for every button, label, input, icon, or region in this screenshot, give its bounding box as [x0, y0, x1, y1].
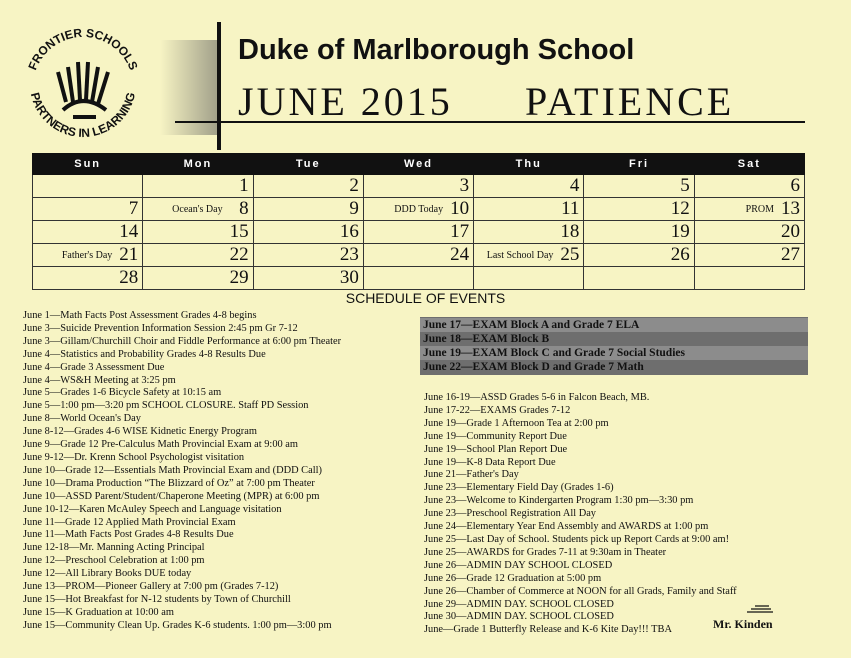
calendar-day	[363, 267, 473, 290]
calendar-day	[584, 244, 694, 267]
day-number: 30	[339, 267, 359, 288]
school-logo	[18, 22, 148, 152]
calendar-day	[143, 267, 253, 290]
calendar-day	[363, 221, 473, 244]
calendar-day	[474, 267, 584, 290]
event-item: June 29—ADMIN DAY. SCHOOL CLOSED	[424, 598, 614, 610]
day-number: 14	[119, 221, 139, 242]
month-theme: PATIENCE	[525, 79, 735, 124]
day-number: 13	[781, 198, 800, 219]
calendar-day	[584, 267, 694, 290]
calendar-day	[694, 175, 804, 198]
calendar-day	[363, 198, 473, 221]
logo-ring-bottom: PARTNERS IN LEARNING	[27, 90, 139, 141]
event-item: June 5—Grades 1-6 Bicycle Safety at 10:15 am	[23, 387, 222, 399]
event-item: June 4—WS&H Meeting at 3:25 pm	[23, 374, 176, 386]
event-item: June 9-12—Dr. Krenn School Psychologist visitation	[23, 451, 245, 463]
calendar-day	[694, 244, 804, 267]
calendar-week	[33, 244, 805, 267]
calendar-week	[33, 267, 805, 290]
day-event-label: Last School Day	[486, 250, 554, 261]
header-divider	[217, 22, 221, 150]
event-item: June—Grade 1 Butterfly Release and K-6 Kite Day!!! TBA	[424, 624, 672, 636]
calendar-day	[584, 221, 694, 244]
day-event-label: Ocean's Day	[172, 204, 223, 215]
calendar-day	[584, 175, 694, 198]
day-number: 22	[229, 244, 249, 265]
school-name: Duke of Marlborough School	[238, 34, 635, 66]
calendar-day	[363, 244, 473, 267]
calendar-day	[474, 198, 584, 221]
day-number: 3	[459, 175, 470, 196]
calendar-day	[694, 267, 804, 290]
calendar-day	[33, 244, 143, 267]
calendar-day	[33, 198, 143, 221]
day-number: 2	[349, 175, 359, 196]
calendar-day	[474, 221, 584, 244]
event-item: June 10—Grade 12—Essentials Math Provincial Exam and (DDD Call)	[23, 464, 322, 476]
day-event-label: PROM	[745, 204, 774, 215]
calendar-day	[694, 221, 804, 244]
calendar-day	[143, 175, 253, 198]
calendar-day	[584, 198, 694, 221]
logo-ring-top: FRONTIER SCHOOLS	[25, 25, 141, 73]
schedule-title: SCHEDULE OF EVENTS	[345, 290, 506, 306]
day-number: 1	[239, 175, 249, 196]
day-number: 27	[781, 244, 800, 265]
calendar-day	[474, 175, 584, 198]
day-event-label: Father's Day	[61, 250, 113, 261]
exam-item: June 18—EXAM Block B	[423, 333, 550, 345]
event-item: June 12—Preschool Celebration at 1:00 pm	[23, 555, 205, 567]
events-list-right	[424, 392, 844, 637]
day-header: Thu	[474, 154, 584, 175]
event-item: June 15—Community Clean Up. Grades K-6 students. 1:00 pm—3:00 pm	[23, 619, 332, 631]
event-item: June 26—Grade 12 Graduation at 5:00 pm	[424, 572, 602, 584]
svg-text:FRONTIER SCHOOLS	[25, 26, 140, 72]
event-item: June 19—Grade 1 Afternoon Tea at 2:00 pm	[424, 417, 609, 429]
event-item: June 3—Gillam/Churchill Choir and Fiddle Performance at 6:00 pm Theater	[23, 335, 342, 347]
event-item: June 26—Chamber of Commerce at NOON for all Grads, Family and Staff	[424, 585, 737, 597]
day-number: 12	[670, 198, 690, 219]
day-header: Sat	[694, 154, 804, 175]
day-number: 29	[229, 267, 249, 288]
exam-box	[420, 317, 808, 375]
event-item: June 25—AWARDS for Grades 7-11 at 9:30am in Theater	[424, 546, 667, 558]
event-item: June 15—K Graduation at 10:00 am	[23, 606, 174, 618]
event-item: June 8-12—Grades 4-6 WISE Kidnetic Energy Program	[23, 426, 257, 438]
day-number: 17	[450, 221, 470, 242]
event-item: June 24—Elementary Year End Assembly and AWARDS at 1:00 pm	[424, 521, 709, 533]
event-item: June 1—Math Facts Post Assessment Grades 4-8 begins	[23, 310, 257, 321]
day-header: Sun	[33, 154, 143, 175]
event-item: June 11—Math Facts Post Grades 4-8 Results Due	[23, 529, 234, 541]
day-header: Wed	[363, 154, 473, 175]
day-number: 8	[239, 198, 249, 219]
day-event-label: DDD Today	[394, 204, 444, 215]
calendar-day	[143, 198, 253, 221]
day-number: 26	[670, 244, 690, 265]
event-item: June 21—Father's Day	[424, 469, 519, 481]
day-number: 18	[560, 221, 580, 242]
day-number: 15	[229, 221, 249, 242]
calendar-day	[363, 175, 473, 198]
event-item: June 16-19—ASSD Grades 5-6 in Falcon Beach, MB.	[424, 392, 650, 403]
day-number: 4	[569, 175, 580, 196]
month-title: JUNE 2015	[238, 79, 453, 124]
calendar-day	[253, 175, 363, 198]
signature-mark	[745, 602, 775, 614]
event-item: June 8—World Ocean's Day	[23, 413, 141, 425]
day-number: 16	[339, 221, 359, 242]
day-number: 24	[450, 244, 470, 265]
event-item: June 17-22—EXAMS Grades 7-12	[424, 404, 571, 416]
calendar-day	[33, 221, 143, 244]
event-item: June 23—Elementary Field Day (Grades 1-6)	[424, 482, 614, 494]
day-number: 9	[349, 198, 359, 219]
day-number: 20	[781, 221, 800, 242]
event-item: June 26—ADMIN DAY SCHOOL CLOSED	[424, 559, 613, 571]
event-item: June 15—Hot Breakfast for N-12 students by Town of Churchill	[23, 593, 291, 605]
event-item: June 10-12—Karen McAuley Speech and Language visitation	[23, 503, 282, 515]
events-list-left	[23, 310, 423, 633]
event-item: June 10—ASSD Parent/Student/Chaperone Meeting (MPR) at 6:00 pm	[23, 490, 320, 502]
day-number: 21	[119, 244, 139, 265]
exam-item: June 22—EXAM Block D and Grade 7 Math	[423, 361, 644, 373]
day-number: 10	[450, 198, 470, 219]
calendar-day	[143, 221, 253, 244]
day-number: 5	[680, 175, 690, 196]
logo-mark	[58, 62, 108, 117]
event-item: June 30—ADMIN DAY. SCHOOL CLOSED	[424, 611, 614, 623]
day-number: 19	[670, 221, 690, 242]
day-header: Tue	[253, 154, 363, 175]
calendar-day	[253, 244, 363, 267]
event-item: June 19—School Plan Report Due	[424, 443, 568, 455]
calendar-day	[33, 267, 143, 290]
event-item: June 4—Statistics and Probability Grades 4-8 Results Due	[23, 348, 266, 360]
calendar-day	[474, 244, 584, 267]
event-item: June 19—Community Report Due	[424, 430, 567, 442]
event-item: June 5—1:00 pm—3:20 pm SCHOOL CLOSURE. Staff PD Session	[23, 400, 309, 412]
calendar-day	[253, 221, 363, 244]
calendar-week	[33, 221, 805, 244]
event-item: June 19—K-8 Data Report Due	[424, 456, 556, 468]
event-item: June 25—Last Day of School. Students pick up Report Cards at 9:00 am!	[424, 533, 730, 545]
event-item: June 12-18—Mr. Manning Acting Principal	[23, 542, 205, 554]
event-item: June 10—Drama Production “The Blizzard of Oz” at 7:00 pm Theater	[23, 477, 315, 489]
day-header: Mon	[143, 154, 253, 175]
day-number: 7	[128, 198, 139, 219]
day-number: 28	[119, 267, 139, 288]
signature: Mr. Kinden	[713, 617, 773, 631]
calendar-day	[143, 244, 253, 267]
event-item: June 11—Grade 12 Applied Math Provincial Exam	[23, 516, 236, 528]
calendar-day	[253, 267, 363, 290]
event-item: June 23—Preschool Registration All Day	[424, 508, 597, 520]
calendar-week	[33, 198, 805, 221]
exam-item: June 17—EXAM Block A and Grade 7 ELA	[420, 318, 808, 332]
exam-item: June 19—EXAM Block C and Grade 7 Social Studies	[420, 346, 808, 360]
day-number: 25	[560, 244, 580, 265]
event-item: June 23—Welcome to Kindergarten Program 1:30 pm—3:30 pm	[424, 495, 694, 507]
day-header: Fri	[584, 154, 694, 175]
event-item: June 4—Grade 3 Assessment Due	[23, 361, 165, 373]
event-item: June 3—Suicide Prevention Information Session 2:45 pm Gr 7-12	[23, 322, 298, 334]
event-item: June 12—All Library Books DUE today	[23, 568, 192, 580]
calendar-day	[33, 175, 143, 198]
day-number: 23	[339, 244, 359, 265]
event-item: June 13—PROM—Pioneer Gallery at 7:00 pm (Grades 7-12)	[23, 581, 279, 593]
day-number: 11	[561, 198, 580, 219]
calendar-day	[694, 198, 804, 221]
calendar-week	[33, 175, 805, 198]
calendar-day	[253, 198, 363, 221]
day-number: 6	[790, 175, 800, 196]
calendar-grid	[32, 153, 805, 290]
event-item: June 9—Grade 12 Pre-Calculus Math Provincial Exam at 9:00 am	[23, 439, 299, 451]
